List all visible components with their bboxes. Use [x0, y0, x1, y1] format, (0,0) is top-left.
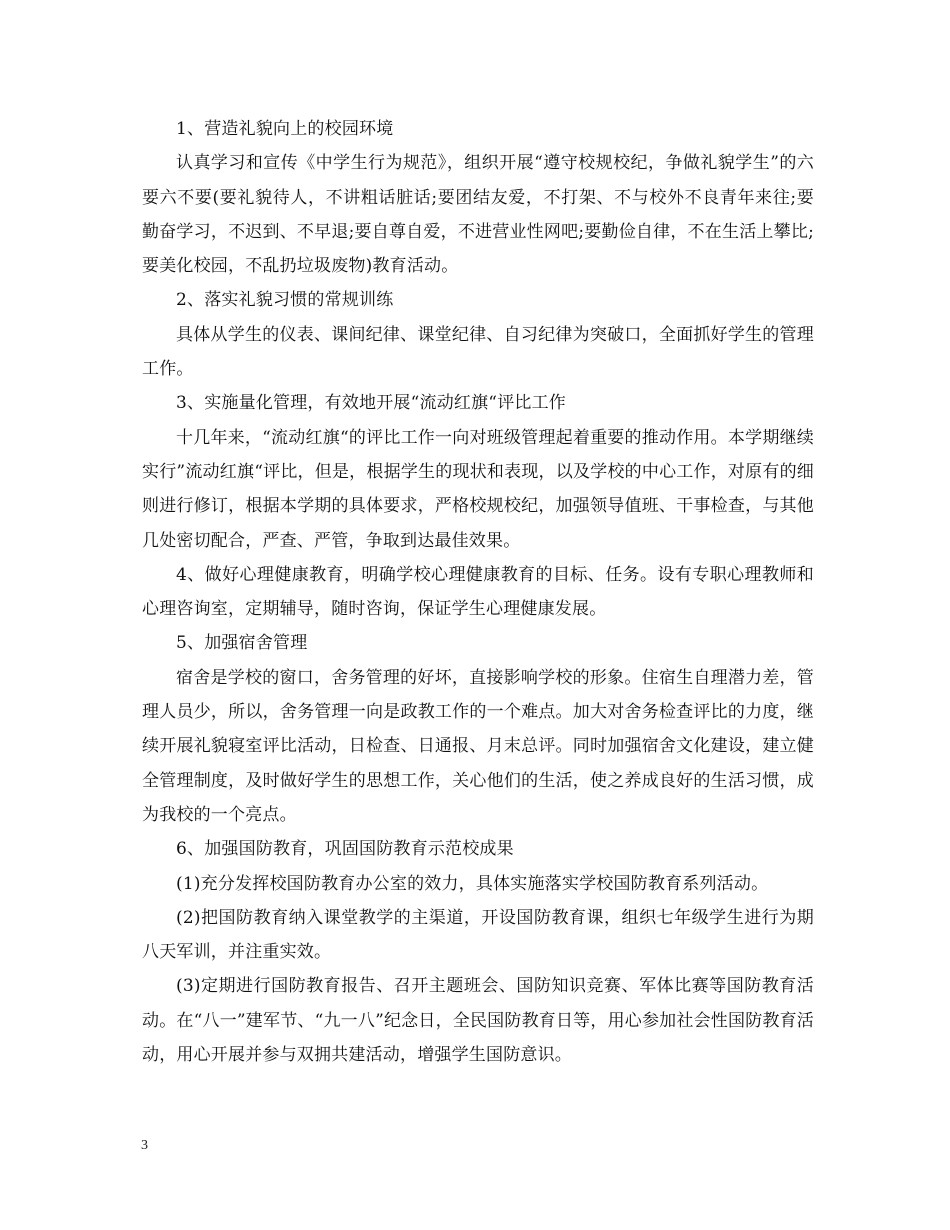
list-item-defense-office: (1)充分发挥校国防教育办公室的效力，具体实施落实学校国防教育系列活动。	[176, 873, 769, 894]
section-heading-habit-training: 2、落实礼貌习惯的常规训练	[176, 290, 394, 311]
paragraph-mental-health: 4、做好心理健康教育，明确学校心理健康教育的目标、任务。设有专职心理教师和心理咨询室，定期辅导，随时咨询，保证学生心理健康发展。	[142, 564, 814, 620]
list-item-defense-curriculum: (2)把国防教育纳入课堂教学的主渠道，开设国防教育课，组织七年级学生进行为期八天军训，并注重实效。	[142, 907, 814, 963]
section-heading-quantified-management: 3、实施量化管理，有效地开展“流动红旗“评比工作	[176, 393, 566, 414]
paragraph-behavior-norms: 认真学习和宣传《中学生行为规范》，组织开展“遵守校规校纪，争做礼貌学生”的六要六不要(要礼貌待人，不讲粗话脏话;要团结友爱，不打架、不与校外不良青年来往;要勤奋学习，不迟到、不早退;要自尊自爱，不进营业性网吧;要勤俭自律，不在生活上攀比;要美化校园，不乱扔垃圾废物)教育活动。	[142, 153, 814, 277]
section-heading-dormitory: 5、加强宿舍管理	[176, 633, 308, 654]
section-heading-national-defense: 6、加强国防教育，巩固国防教育示范校成果	[176, 839, 514, 860]
section-heading-campus-environment: 1、营造礼貌向上的校园环境	[176, 119, 394, 139]
paragraph-red-flag-evaluation: 十几年来，“流动红旗“的评比工作一向对班级管理起着重要的推动作用。本学期继续实行”流动红旗“评比，但是，根据学生的现状和表现，以及学校的中心工作，对原有的细则进行修订，根据本学期的具体要求，严格校规校纪，加强领导值班、干事检查，与其他几处密切配合，严查、严管，争取到达最佳效果。	[142, 427, 814, 551]
page-number: 3	[141, 1138, 148, 1153]
document-body	[142, 112, 814, 1072]
list-item-defense-activities: (3)定期进行国防教育报告、召开主题班会、国防知识竞赛、军体比赛等国防教育活动。在“八一”建军节、“九一八”纪念日，全民国防教育日等，用心参加社会性国防教育活动，用心开展并参与双拥共建活动，增强学生国防意识。	[142, 976, 814, 1066]
paragraph-discipline: 具体从学生的仪表、课间纪律、课堂纪律、自习纪律为突破口，全面抓好学生的管理工作。	[142, 324, 814, 380]
paragraph-dormitory-management: 宿舍是学校的窗口，舍务管理的好坏，直接影响学校的形象。住宿生自理潜力差，管理人员少，所以，舍务管理一向是政教工作的一个难点。加大对舍务检查评比的力度，继续开展礼貌寝室评比活动，日检查、日通报、月末总评。同时加强宿舍文化建设，建立健全管理制度，及时做好学生的思想工作，关心他们的生活，使之养成良好的生活习惯，成为我校的一个亮点。	[142, 667, 814, 825]
